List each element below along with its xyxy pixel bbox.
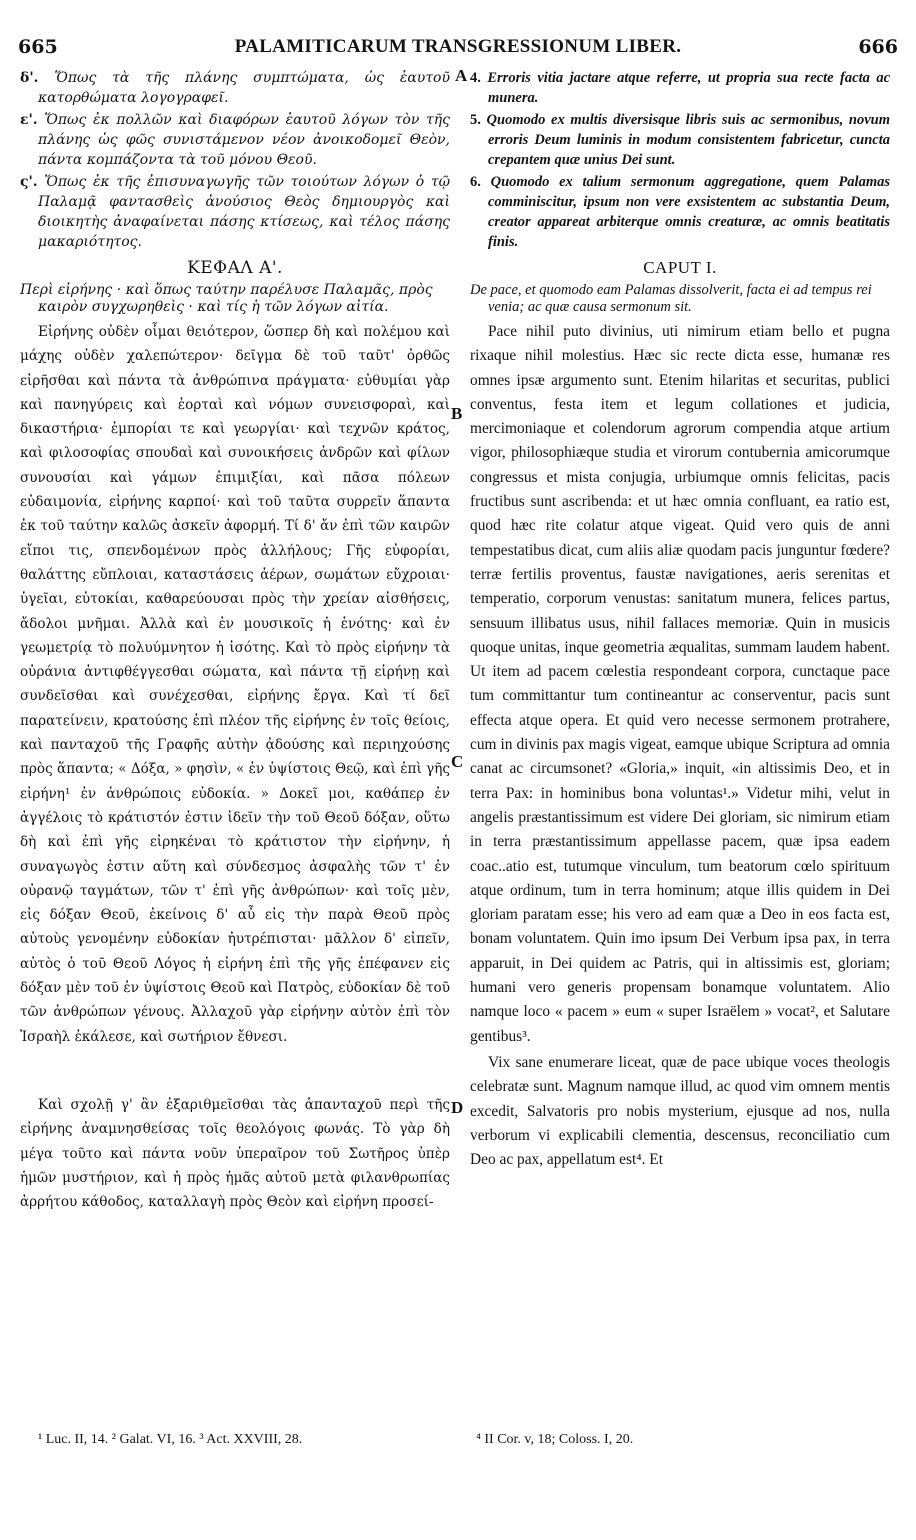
- page-header: [14, 36, 902, 62]
- greek-toc-item: [20, 172, 450, 252]
- toc-text: Erroris vitia jactare atque referre, ut propria sua recte facta ac munera.: [487, 70, 891, 106]
- latin-chapter-heading: CAPUT I.: [643, 258, 717, 277]
- greek-paragraph-2: Καὶ σχολῇ γ' ἂν ἐξαριθμεῖσθαι τὰς ἁπανταχοῦ περὶ τῆς εἰρήνης ἀναμνησθείσας τοῖς θεολόγοις φωνάς. Τὸ γὰρ δὴ μέγα τοῦτο καὶ πάντα νοῦν ὑπεραῖρον τοῦ Σωτῆρος ὑπὲρ ἡμῶν μυστήριον, καὶ ἡ πρὸς ἡμᾶς αὐτοῦ μετὰ φιλανθρωπίας ἀρρήτου κάθοδος, καταλλαγὴ πρὸς Θεὸν καὶ εἰρήνη προσεί-: [20, 1096, 450, 1211]
- greek-footnotes: ¹ Luc. II, 14. ² Galat. VI, 16. ³ Act. XXVIII, 28.: [38, 1432, 303, 1447]
- latin-toc-item: [470, 68, 890, 108]
- greek-column: [20, 68, 450, 1214]
- latin-column: [470, 68, 890, 1172]
- latin-toc-item: [470, 172, 890, 252]
- toc-number: 6.: [470, 174, 481, 190]
- margin-letter-d: D: [451, 1098, 464, 1117]
- margin-letter-b: B: [451, 404, 463, 423]
- running-title: PALAMITICARUM TRANSGRESSIONUM LIBER.: [234, 36, 682, 57]
- page-number-left: 665: [18, 36, 58, 58]
- page-number-right: 666: [858, 36, 898, 58]
- greek-toc-item: [20, 110, 450, 170]
- margin-letter-c: C: [451, 752, 464, 771]
- toc-number: ς'.: [20, 174, 38, 190]
- latin-paragraph-2: Vix sane enumerare liceat, quæ de pace ubique voces theologis celebratæ sunt. Magnum namque illud, ac quod vim omnem mentis excedit, Salvatoris pro nobis mysterium, ejusque ad nos, nulla verborum vi explicabili clementia, descensus, reconciliatio cum Deo ac pax, appellatum est⁴. Et: [470, 1053, 890, 1169]
- toc-text: Ὅπως ἐκ πολλῶν καὶ διαφόρων ἑαυτοῦ λόγων τὸν τῆς πλάνης ὡς φῶς συνιστάμενον νέον ἀνοικοδομεῖ Θεὸν, πάντα κομπάζοντα τὰ τοῦ μόνου Θεοῦ.: [38, 112, 451, 168]
- latin-footnotes: ⁴ II Cor. v, 18; Coloss. I, 20.: [476, 1432, 634, 1447]
- toc-number: δ'.: [20, 70, 39, 86]
- toc-text: Quomodo ex multis diversisque libris suis ac sermonibus, novum erroris Deum luminis in modum consistentem fabricetur, cuncta crepantem quæ unius Dei sunt.: [486, 112, 890, 168]
- latin-chapter-argument: De pace, et quomodo eam Palamas dissolverit, facta ei ad tempus rei venia; ac quæ causa sermonum sit.: [470, 282, 872, 315]
- toc-text: Ὅπως ἐκ τῆς ἐπισυναγωγῆς τῶν τοιούτων λόγων ὁ τῷ Παλαμᾷ φαντασθεὶς ἀνούσιος Θεὸς δημιουργὸς καὶ διοικητὴς ἀναφαίνεται πάσης κτίσεως, καὶ τέλος πάσης μακαριότητος.: [38, 174, 451, 250]
- greek-paragraph-1: Εἰρήνης οὐδὲν οἶμαι θειότερον, ὥσπερ δὴ καὶ πολέμου καὶ μάχης οὐδὲν χαλεπώτερον· δεῖγμα δὲ τοῦ ταῦτ' ὀρθῶς εἰρῆσθαι καὶ πάντα τὰ ἀνθρώπινα πράγματα· εὐθυμίαι γὰρ καὶ πανηγύρεις καὶ ἑορταὶ καὶ νόμων συνεισφοραὶ, καὶ δικαστήρια· ἐμπορίαι τε καὶ γεωργίαι· καὶ τεχνῶν κράτος, καὶ φιλοσοφίας σπουδαὶ καὶ συνοικήσεις ἀνδρῶν καὶ φίλων συνουσίαι καὶ γάμων ἐπιμιξίαι, καὶ πᾶσα πόλεων εὐδαιμονία, εἰρήνης καρποί· καὶ τοῦ ταῦτα συρρεῖν ἅπαντα ἐκ τοῦ ταύτην καλῶς ἀσκεῖν ἀφορμή. Τί δ' ἄν ἐπὶ τῶν καιρῶν εἴποι τις, σπενδομένων πρὸς ἀλλήλους; Γῆς εὐφορίαι, θαλάττης εὔπλοιαι, καταστάσεις ἀέρων, σωμάτων εὔχροιαι· ὑγεῖαι, εὐτοκίαι, καθαρεύουσαι πρὸς τὴν χρείαν αἰσθήσεις, ἄδολοι μνῆμαι. Ἀλλὰ καὶ ἐν μουσικοῖς ἡ ἑνότης· καὶ ἐν γεωμετρίᾳ τὸ πολυύμνητον ἡ ἰσότης. Καὶ τὸ πρὸς εἰρήνην τὰ οὐράνια ἀντιφθέγγεσθαι σώματα, καὶ πάντα τῇ εἰρήνῃ καὶ συνδεῖσθαι καὶ συνέχεσθαι, εἰρήνης ἔργα. Καὶ τί δεῖ παρατείνειν, κρατούσης ἐπὶ πλέον τῆς εἰρήνης ἐν τοῖς θείοις, καὶ πανταχοῦ τῆς Γραφῆς αὐτὴν ᾀδούσης καὶ περιηχούσης πρὸς ἅπαντα; « Δόξα, » φησὶν, « ἐν ὑψίστοις Θεῷ, καὶ ἐπὶ γῆς εἰρήνη¹ ἐν ἀνθρώποις εὐδοκία. » Δοκεῖ μοι, καθάπερ ἐν ἀγγέλοις τὸ κράτιστόν ἐστιν ἰδεῖν τὴν τοῦ Θεοῦ δόξαν, οὕτω δὴ καὶ ἐπὶ γῆς εἰρηκέναι τὸ κράτιστον τὴν εἰρήνην, ἡ συναγωγὸς ἐστιν αὕτη καὶ σύνδεσμος ἀσφαλὴς τῶν τ' ἐν οὐρανῷ ταγμάτων, τῶν τ' ἐπὶ γῆς ἀνθρώπων· καὶ τοῖς μὲν, εἰς δόξαν Θεοῦ, ἐκείνοις δ' αὖ εἰς τὴν παρὰ Θεοῦ πρὸς αὐτοὺς γενομένην εὐδοκίαν ἠυτρέπισται· μᾶλλον δ' εἰπεῖν, αὐτὸς ὁ τοῦ Θεοῦ Λόγος ἡ εἰρήνη ἐπὶ τῆς γῆς ἐπέφανεν εἰς δόξαν μὲν τοῦ ἐν ὑψίστοις Θεοῦ καὶ Πατρὸς, εὐδοκίαν δὲ τοῦ τῶν ἀνθρώπων γένους. Ἀλλαχοῦ γὰρ εἰρήνην αὐτὸν ἐπὶ τὸν Ἰσραὴλ ἐκάλεσε, καὶ σωτήριον ἔθνεσι.: [20, 324, 450, 1045]
- greek-chapter-argument: Περὶ εἰρήνης · καὶ ὅπως ταύτην παρέλυσε Παλαμᾶς, πρὸς καιρὸν συγχωρηθεὶς · καὶ τίς ἡ τῶν λόγων αἰτία.: [20, 282, 433, 315]
- latin-paragraph-1: Pace nihil puto divinius, uti nimirum etiam bello et pugna rixaque nihil molestius. Hæc sic recte dicta esse, humanæ res omnes ipsæ argumento sunt. Etenim hilaritas et securitas, publici conventus, festa item et legum collationes et judicia, mercimoniaque et colendorum agrorum compendia atque artium vigor, philosophiæque studia et virorum contubernia amicorumque congressus et mista conjugia, urbiumque omnis felicitas, pacis fructibus sunt ascribenda: et ut hæc omnia confluant, ea ratio est, quod hæc rite colatur atque vigeat. Quid vero quis de anni tempestatibus dicat, cum aliis aliæ quodam pacis junguntur fœdere? terræ fertilis proventus, faustæ navigationes, aeris serenitas et temperatio, corporum venustas: sanitatum munera, felices partus, sensuum illibatus usus, nihil fallaces memoriæ. Quin in musicis quoque unitas, inque geometria æqualitas, summam laudem habent. Ut item ad pacem cœlestia respondeant corpora, cunctaque pace tum committantur tum contineantur ac conserventur, pacis sunt effecta atque opera. Et quid vero necesse sermonem protrahere, cum in divinis pax magis vigeat, eamque ubique Scriptura ad omnia canat ac circumsonet? «Gloria,» inquit, «in altissimis Deo, et in terra Pax: in hominibus bona voluntas¹.» Videtur mihi, velut in angelis præstantissimum est videre Dei gloriam, sic nimirum etiam in terra præstantissimum appellasse pacem, quæ ipsa eadem coac..atio est, tutumque vinculum, tum beatorum cœlo spirituum atque ordinum, tum in terra hominum; atque illis quidem in Dei gloriam paratam esse; his vero ad eam quæ a Deo in eos facta est, bonam voluntatem. Quin imo ipsum Dei Verbum ipsa pax, in terra apparuit, in Dei quidem ac Patris, qui in altissimis est, gloriam; humani vero generis propensam bonamque voluntatem. Alio namque loco « pacem » eum « super Israëlem » vocat², et Salutare gentibus³.: [470, 323, 890, 1045]
- greek-chapter-heading: ΚΕΦΑΛ Α'.: [187, 258, 283, 278]
- toc-text: Ὅπως τὰ τῆς πλάνης συμπτώματα, ὡς ἑαυτοῦ κατορθώματα λογογραφεῖ.: [38, 70, 450, 106]
- toc-number: ε'.: [20, 112, 38, 128]
- latin-toc-item: [470, 110, 890, 170]
- margin-letter-a: A: [455, 66, 468, 85]
- toc-text: Quomodo ex talium sermonum aggregatione, quem Palamas comminiscitur, ipsum non vere exsistentem ac substantia Deum, creator appareat arbiterque omnis creaturæ, ac omnis beatitatis finis.: [488, 174, 891, 250]
- toc-number: 5.: [470, 112, 481, 128]
- greek-toc-item: [20, 68, 450, 108]
- toc-number: 4.: [470, 70, 481, 86]
